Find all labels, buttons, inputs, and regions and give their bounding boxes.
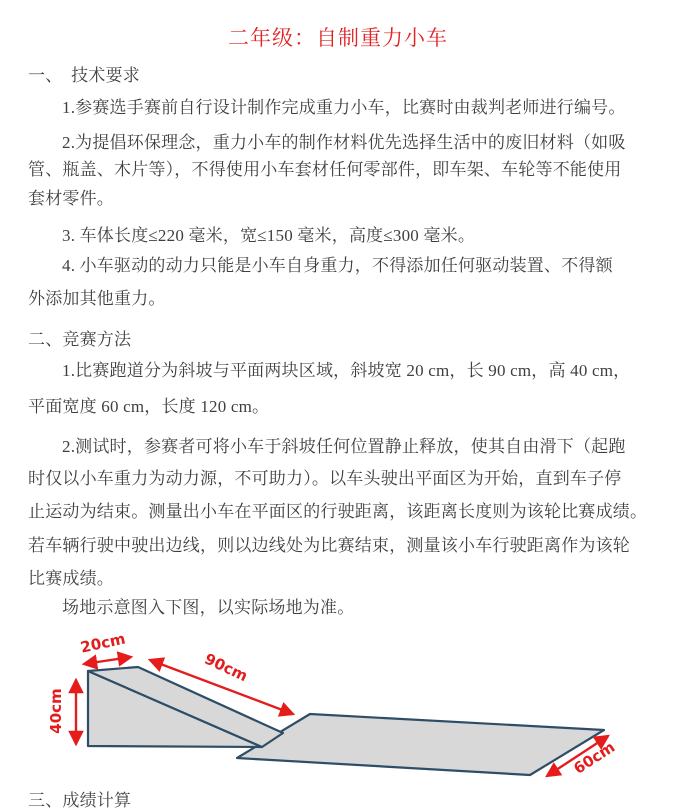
dimension-label-plane-width: 60cm — [570, 737, 619, 778]
dimension-arrow-20cm — [84, 657, 131, 664]
section-heading-cutoff: 三、成绩计算 — [28, 791, 132, 810]
page-title: 二年级：自制重力小车 — [228, 26, 448, 50]
dimension-label-ramp-length: 90cm — [201, 649, 251, 686]
section-heading-technical-requirements: 一、 技术要求 — [28, 66, 140, 85]
doc-line: 止运动为结束。测量出小车在平面区的行驶距离，该距离长度则为该轮比赛成绩。 — [28, 502, 648, 521]
doc-line: 4. 小车驱动的动力只能是小车自身重力，不得添加任何驱动装置、不得额 — [62, 256, 613, 275]
doc-line: 2.为提倡环保理念，重力小车的制作材料优先选择生活中的废旧材料（如吸 — [62, 133, 626, 152]
plane-surface — [237, 714, 604, 775]
doc-line: 比赛成绩。 — [28, 569, 114, 588]
doc-line: 若车辆行驶中驶出边线，则以边线处为比赛结束，测量该小车行驶距离作为该轮 — [28, 536, 630, 555]
doc-line: 管、瓶盖、木片等），不得使用小车套材任何零部件，即车架、车轮等不能使用 — [28, 160, 622, 179]
doc-line: 外添加其他重力。 — [28, 289, 166, 308]
doc-line: 平面宽度 60 cm，长度 120 cm。 — [28, 397, 270, 416]
doc-line: 套材零件。 — [28, 189, 114, 208]
doc-line: 1.参赛选手赛前自行设计制作完成重力小车，比赛时由裁判老师进行编号。 — [62, 98, 626, 117]
doc-line: 时仅以小车重力为动力源，不可助力）。以车头驶出平面区为开始，直到车子停 — [28, 469, 622, 488]
dimension-label-ramp-width: 20cm — [78, 629, 128, 657]
doc-line: 2.测试时，参赛者可将小车于斜坡任何位置静止释放，使其自由滑下（起跑 — [62, 437, 626, 456]
field-diagram — [0, 618, 676, 800]
doc-line: 场地示意图入下图，以实际场地为准。 — [62, 598, 355, 617]
doc-line: 1.比赛跑道分为斜坡与平面两块区域，斜坡宽 20 cm，长 90 cm，高 40 cm， — [62, 361, 631, 380]
dimension-label-ramp-height: 40cm — [47, 688, 65, 734]
section-heading-competition-method: 二、竞赛方法 — [28, 330, 132, 349]
doc-line: 3. 车体长度≤220 毫米，宽≤150 毫米，高度≤300 毫米。 — [62, 226, 476, 245]
